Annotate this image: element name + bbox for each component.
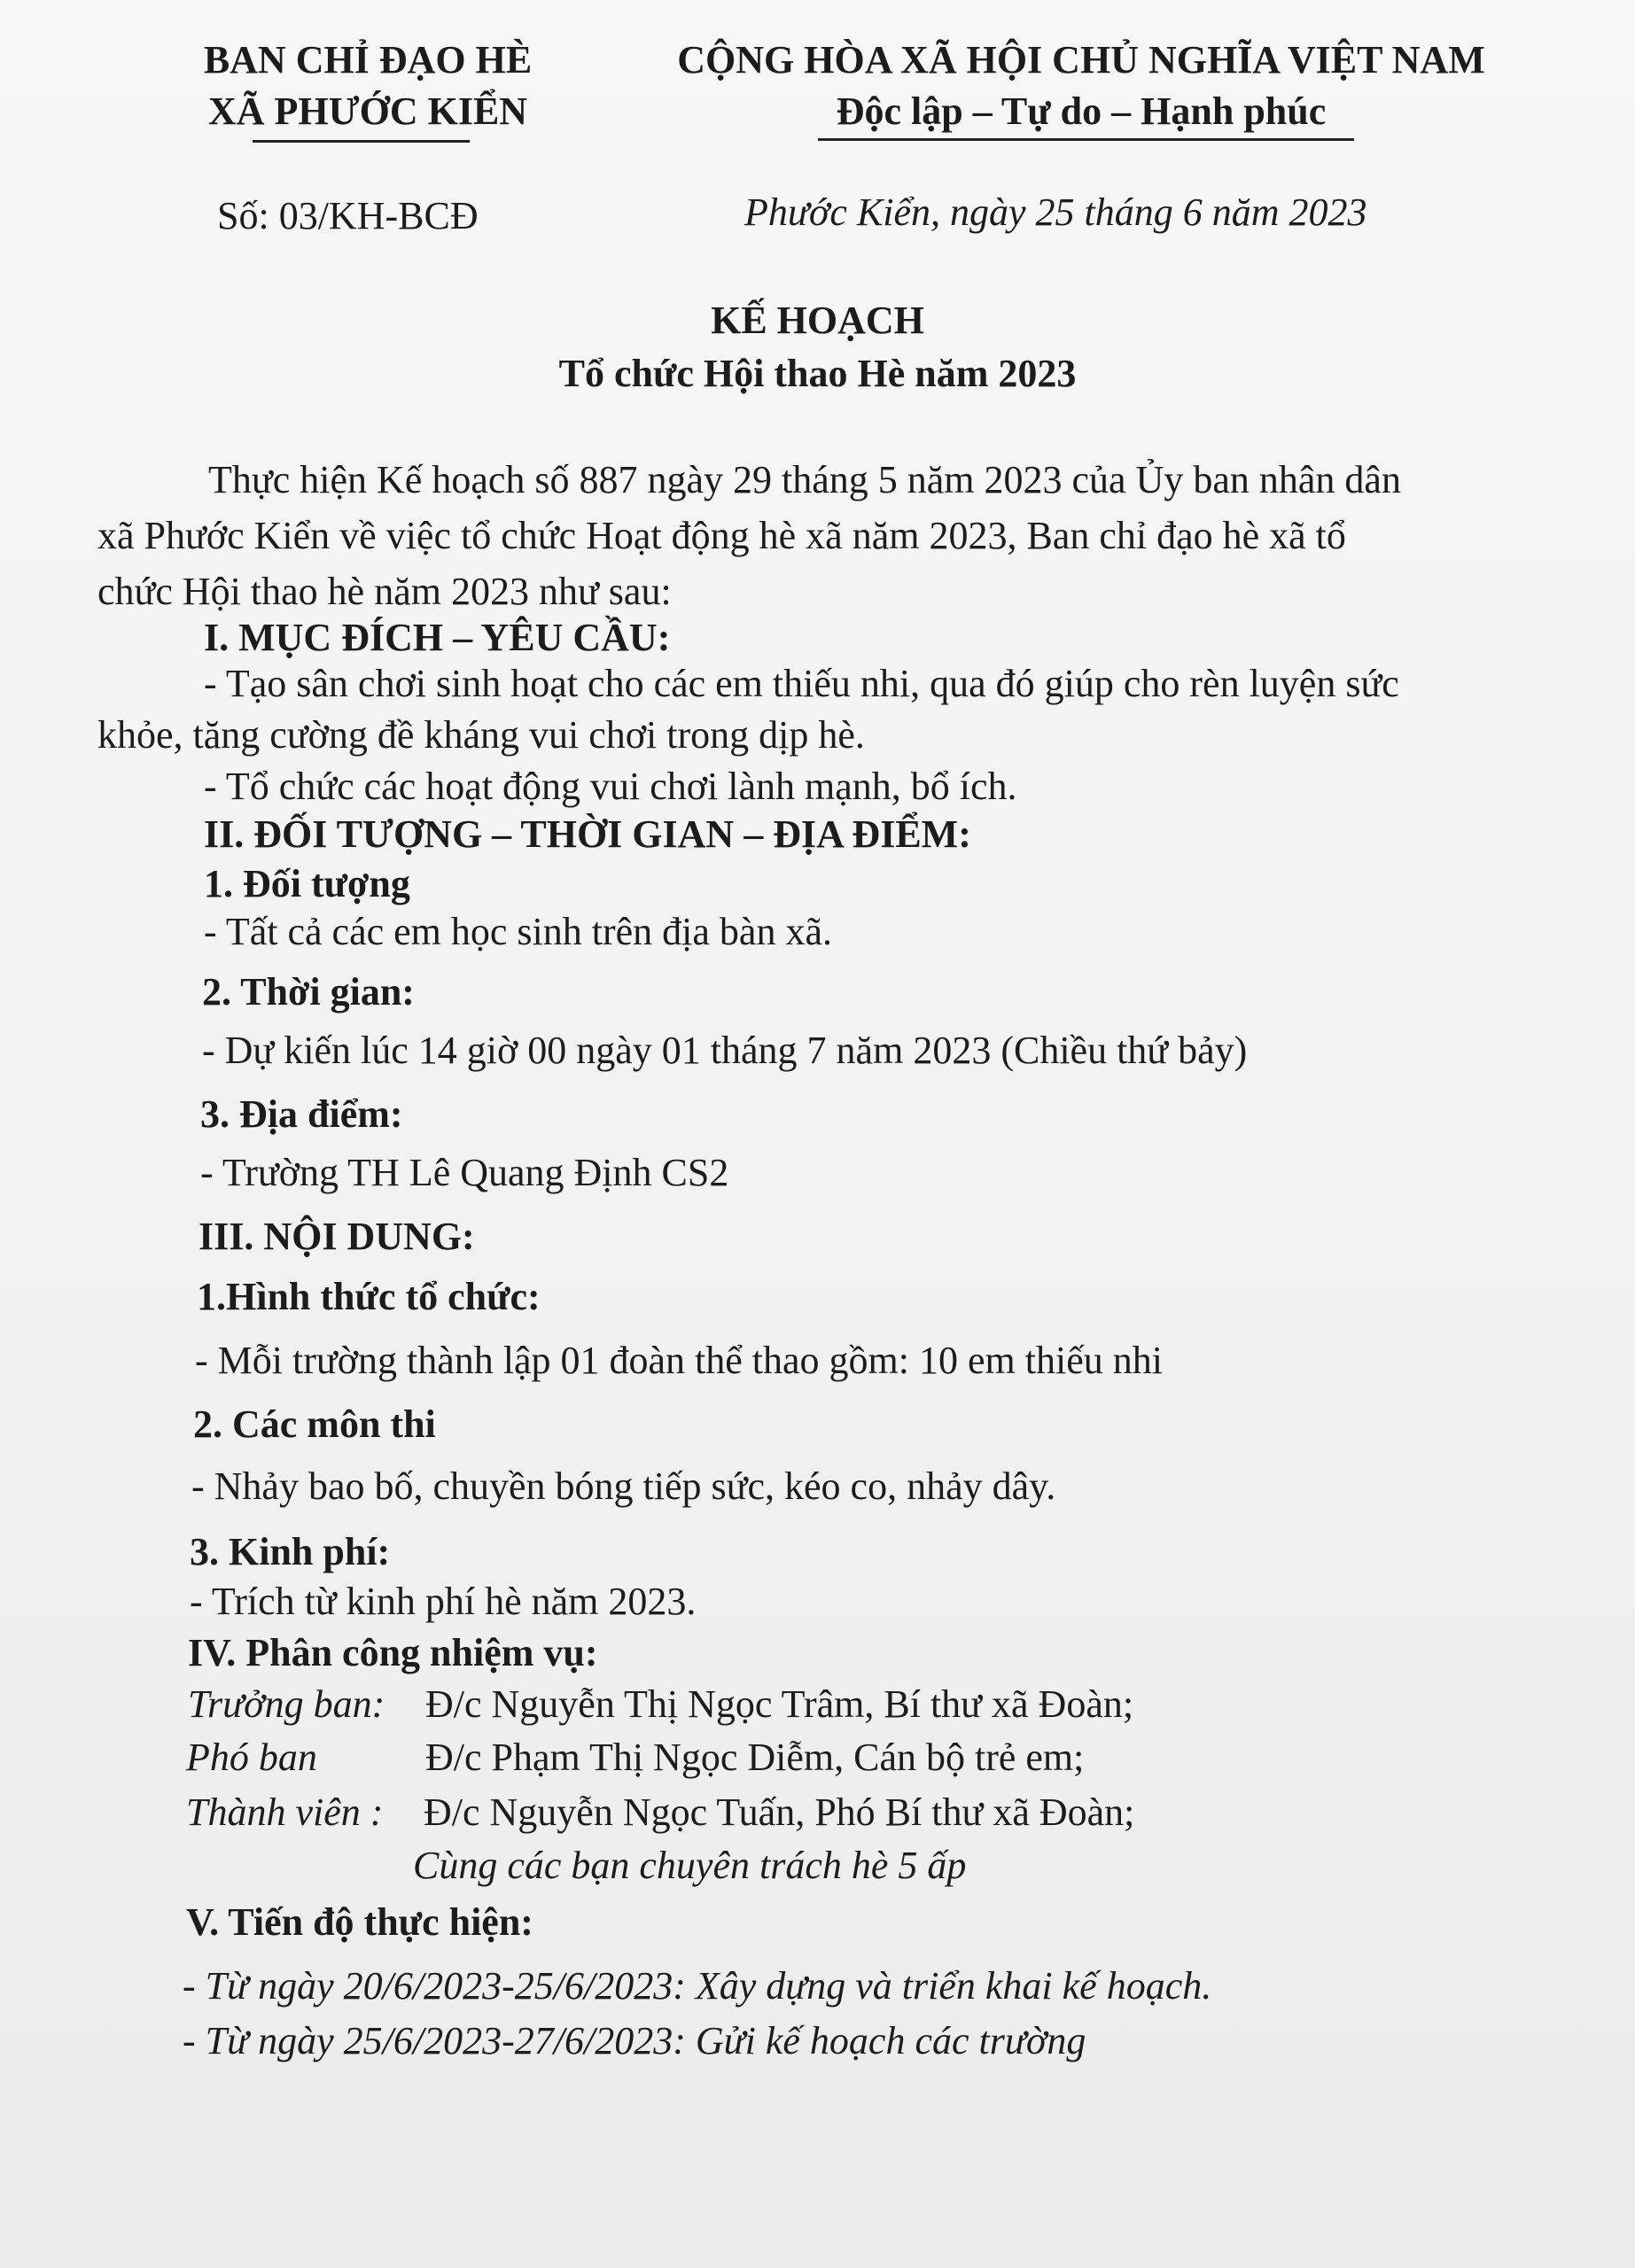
section-3-sub-3-text: - Trích từ kinh phí hè năm 2023. xyxy=(190,1580,697,1623)
section-2-sub-1-text: - Tất cả các em học sinh trên địa bàn xã. xyxy=(204,910,832,953)
org-underline xyxy=(253,140,470,143)
section-2-sub-1-heading: 1. Đối tượng xyxy=(204,862,410,905)
section-3-sub-2-heading: 2. Các môn thi xyxy=(193,1402,436,1446)
section-2-sub-3-text: - Trường TH Lê Quang Định CS2 xyxy=(200,1151,729,1194)
section-2-sub-2-heading: 2. Thời gian: xyxy=(202,970,415,1014)
intro-paragraph xyxy=(97,452,1520,619)
section-1-item-1-line-2: khỏe, tăng cường đề kháng vui chơi trong dịp hè. xyxy=(97,713,865,757)
role-1-label: Trưởng ban: xyxy=(188,1682,385,1726)
national-motto: Độc lập – Tự do – Hạnh phúc xyxy=(836,89,1327,133)
section-1-heading: I. MỤC ĐÍCH – YÊU CẦU: xyxy=(204,616,671,659)
role-3-extra: Cùng các bạn chuyên trách hè 5 ấp xyxy=(413,1844,967,1887)
section-5-heading: V. Tiến độ thực hiện: xyxy=(186,1900,533,1944)
national-title: CỘNG HÒA XÃ HỘI CHỦ NGHĨA VIỆT NAM xyxy=(677,38,1485,82)
section-3-heading: III. NỘI DUNG: xyxy=(199,1215,475,1258)
role-3-text: Đ/c Nguyễn Ngọc Tuấn, Phó Bí thư xã Đoàn; xyxy=(424,1790,1135,1834)
section-3-sub-1-text: - Mỗi trường thành lập 01 đoàn thể thao gồm: 10 em thiếu nhi xyxy=(195,1339,1163,1382)
schedule-item-2: - Từ ngày 25/6/2023-27/6/2023: Gửi kế hoạch các trường xyxy=(183,2019,1086,2062)
document-number: Số: 03/KH-BCĐ xyxy=(217,194,479,237)
document-title: KẾ HOẠCH xyxy=(711,299,924,342)
intro-line-3: chức Hội thao hè năm 2023 như sau: xyxy=(97,570,672,613)
org-name-line1: BAN CHỈ ĐẠO HÈ xyxy=(203,38,533,82)
role-2-text: Đ/c Phạm Thị Ngọc Diễm, Cán bộ trẻ em; xyxy=(425,1736,1085,1779)
section-3-sub-3-heading: 3. Kinh phí: xyxy=(190,1530,391,1573)
motto-underline xyxy=(818,138,1354,141)
schedule-item-1: - Từ ngày 20/6/2023-25/6/2023: Xây dựng và triển khai kế hoạch. xyxy=(183,1964,1212,2008)
role-1-text: Đ/c Nguyễn Thị Ngọc Trâm, Bí thư xã Đoàn; xyxy=(425,1682,1134,1726)
place-date: Phước Kiển, ngày 25 tháng 6 năm 2023 xyxy=(744,190,1367,234)
section-2-heading: II. ĐỐI TƯỢNG – THỜI GIAN – ĐỊA ĐIỂM: xyxy=(204,812,971,856)
section-4-heading: IV. Phân công nhiệm vụ: xyxy=(188,1631,598,1674)
org-name-line2: XÃ PHƯỚC KIỂN xyxy=(207,89,528,133)
role-2-label: Phó ban xyxy=(186,1736,317,1779)
intro-line-1: Thực hiện Kế hoạch số 887 ngày 29 tháng 5 năm 2023 của Ủy ban nhân dân xyxy=(208,458,1401,501)
section-1-item-1-line-1: - Tạo sân chơi sinh hoạt cho các em thiếu nhi, qua đó giúp cho rèn luyện sức xyxy=(204,662,1399,705)
document-subtitle: Tổ chức Hội thao Hè năm 2023 xyxy=(558,352,1077,395)
section-3-sub-1-heading: 1.Hình thức tổ chức: xyxy=(197,1275,541,1318)
role-3-label: Thành viên : xyxy=(186,1790,384,1834)
intro-line-2: xã Phước Kiển về việc tổ chức Hoạt động hè xã năm 2023, Ban chỉ đạo hè xã tổ xyxy=(97,514,1346,557)
section-1-item-2: - Tổ chức các hoạt động vui chơi lành mạnh, bổ ích. xyxy=(204,765,1017,808)
section-2-sub-3-heading: 3. Địa điểm: xyxy=(200,1092,403,1136)
section-2-sub-2-text: - Dự kiến lúc 14 giờ 00 ngày 01 tháng 7 năm 2023 (Chiều thứ bảy) xyxy=(202,1029,1248,1072)
section-3-sub-2-text: - Nhảy bao bố, chuyền bóng tiếp sức, kéo co, nhảy dây. xyxy=(191,1464,1056,1508)
